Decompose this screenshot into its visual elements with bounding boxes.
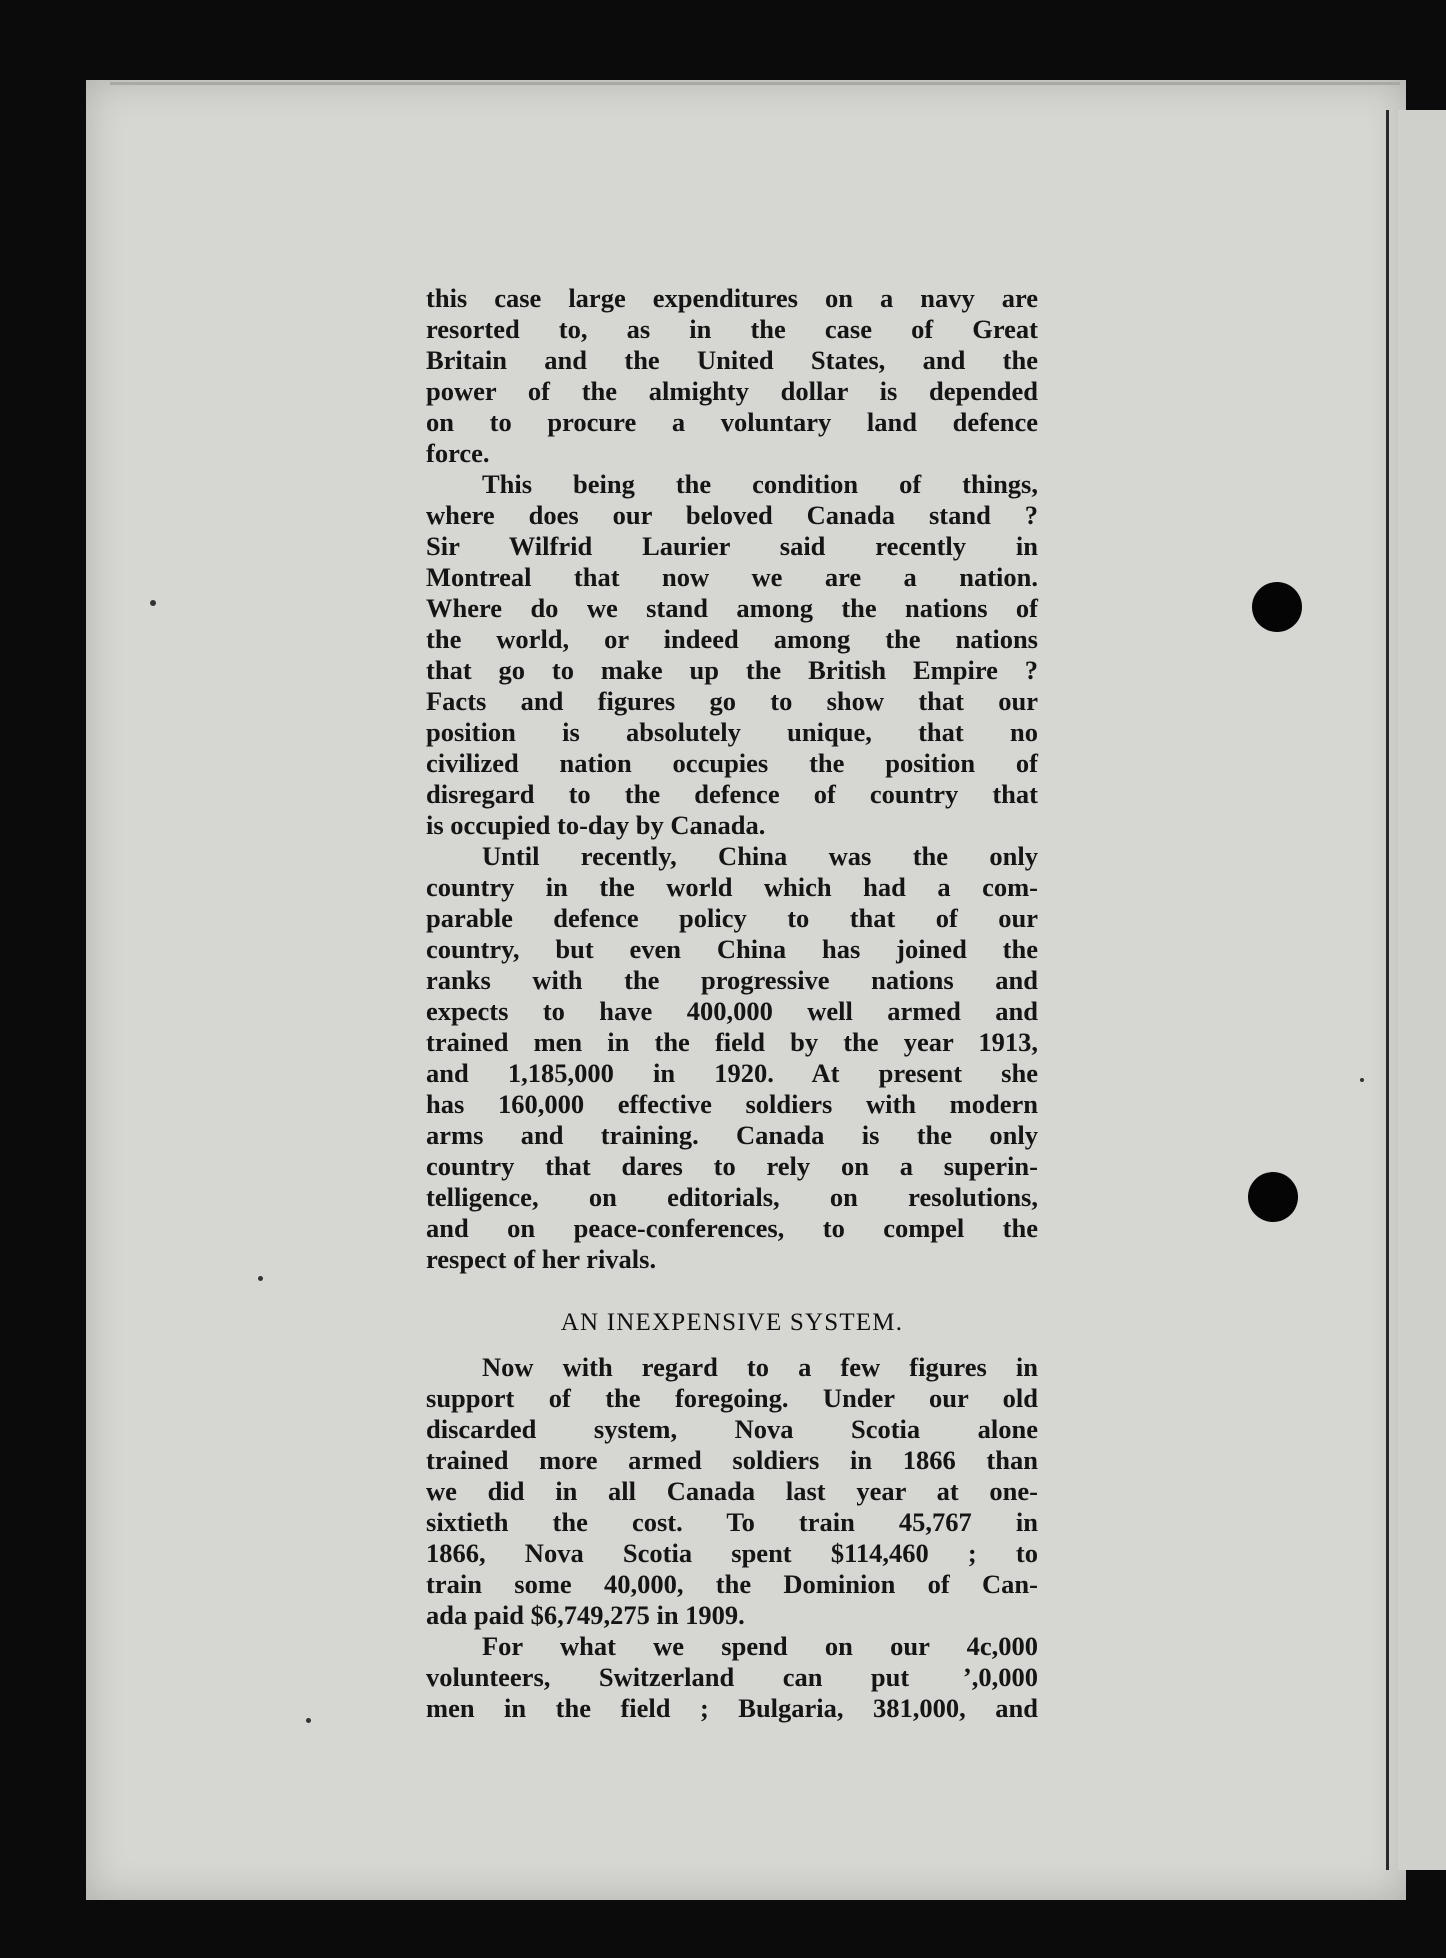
text-line: 1866, Nova Scotia spent $114,460 ; to: [426, 1538, 1038, 1568]
text-line: position is absolutely unique, that no: [426, 717, 1038, 747]
text-line: we did in all Canada last year at one-: [426, 1476, 1038, 1506]
text-line: ada paid $6,749,275 in 1909.: [426, 1600, 745, 1630]
facing-page-edge: [1398, 110, 1446, 1870]
paragraph-5: [426, 1631, 1038, 1724]
dust-speck: [258, 1276, 263, 1281]
text-line: volunteers, Switzerland can put ’,0,000: [426, 1662, 1038, 1692]
page-top-edge: [110, 82, 1400, 85]
dust-speck: [1360, 1078, 1364, 1082]
text-line: Now with regard to a few figures in: [482, 1352, 1038, 1382]
punch-hole-lower: [1248, 1172, 1298, 1222]
text-line: country in the world which had a com-: [426, 872, 1038, 902]
text-line: where does our beloved Canada stand ?: [426, 500, 1038, 530]
text-line: civilized nation occupies the position of: [426, 748, 1038, 778]
text-line: the world, or indeed among the nations: [426, 624, 1038, 654]
text-line: This being the condition of things,: [482, 469, 1038, 499]
section-spacer: [426, 1340, 1038, 1352]
text-line: trained more armed soldiers in 1866 than: [426, 1445, 1038, 1475]
body-text-column: [426, 283, 1038, 1724]
text-line: arms and training. Canada is the only: [426, 1120, 1038, 1150]
text-line: Where do we stand among the nations of: [426, 593, 1038, 623]
text-line: disregard to the defence of country that: [426, 779, 1038, 809]
text-line: country, but even China has joined the: [426, 934, 1038, 964]
paragraph-2: [426, 469, 1038, 841]
text-line: on to procure a voluntary land defence: [426, 407, 1038, 437]
text-line: trained men in the field by the year 1913,: [426, 1027, 1038, 1057]
section-spacer: [426, 1275, 1038, 1307]
text-line: Until recently, China was the only: [482, 841, 1038, 871]
text-line: telligence, on editorials, on resolutions,: [426, 1182, 1038, 1212]
section-heading: AN INEXPENSIVE SYSTEM.: [560, 1309, 904, 1336]
text-line: and 1,185,000 in 1920. At present she: [426, 1058, 1038, 1088]
text-line: expects to have 400,000 well armed and: [426, 996, 1038, 1026]
text-line: Britain and the United States, and the: [426, 345, 1038, 375]
text-line: has 160,000 effective soldiers with modern: [426, 1089, 1038, 1119]
text-line: train some 40,000, the Dominion of Can-: [426, 1569, 1038, 1599]
text-line: Montreal that now we are a nation.: [426, 562, 1038, 592]
punch-hole-upper: [1252, 582, 1302, 632]
dust-speck: [150, 600, 156, 606]
binding-line: [1386, 110, 1389, 1870]
text-line: that go to make up the British Empire ?: [426, 655, 1038, 685]
text-line: parable defence policy to that of our: [426, 903, 1038, 933]
paragraph-3: [426, 841, 1038, 1275]
text-line: discarded system, Nova Scotia alone: [426, 1414, 1038, 1444]
text-line: sixtieth the cost. To train 45,767 in: [426, 1507, 1038, 1537]
text-line: is occupied to-day by Canada.: [426, 810, 766, 840]
text-line: and on peace-conferences, to compel the: [426, 1213, 1038, 1243]
paragraph-4: [426, 1352, 1038, 1631]
dust-speck: [306, 1718, 311, 1723]
text-line: support of the foregoing. Under our old: [426, 1383, 1038, 1413]
text-line: country that dares to rely on a superin-: [426, 1151, 1038, 1181]
text-line: respect of her rivals.: [426, 1244, 657, 1274]
text-line: ranks with the progressive nations and: [426, 965, 1038, 995]
text-line: men in the field ; Bulgaria, 381,000, and: [426, 1693, 1038, 1723]
text-line: force.: [426, 438, 490, 468]
text-line: this case large expenditures on a navy are: [426, 283, 1038, 313]
text-line: For what we spend on our 4c,000: [482, 1631, 1038, 1661]
text-line: Facts and figures go to show that our: [426, 686, 1038, 716]
text-line: power of the almighty dollar is depended: [426, 376, 1038, 406]
paragraph-1: [426, 283, 1038, 469]
text-line: Sir Wilfrid Laurier said recently in: [426, 531, 1038, 561]
text-line: resorted to, as in the case of Great: [426, 314, 1038, 344]
